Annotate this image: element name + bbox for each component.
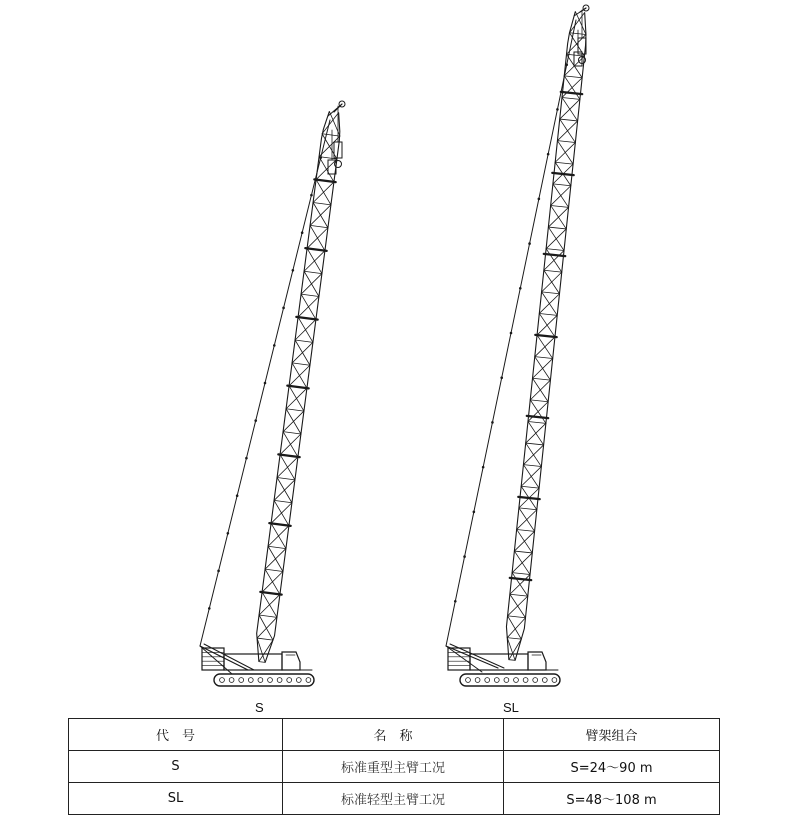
pendant-link bbox=[310, 194, 313, 197]
pendant-link bbox=[547, 153, 550, 156]
boom-lacing bbox=[286, 409, 301, 434]
boom-batten bbox=[526, 443, 544, 445]
boom-lacing bbox=[295, 340, 310, 365]
track-roller bbox=[494, 678, 499, 683]
pendant-link bbox=[319, 156, 322, 159]
boom-section-joint bbox=[518, 497, 539, 499]
boom-lacing bbox=[268, 546, 283, 571]
boom-lacing bbox=[310, 225, 325, 250]
pendant-link bbox=[282, 307, 285, 310]
track-roller bbox=[475, 678, 480, 683]
boom-batten bbox=[295, 340, 313, 342]
track-roller bbox=[306, 678, 311, 683]
cell-code: S bbox=[69, 751, 283, 783]
boom-lacing bbox=[313, 202, 328, 227]
pendant-link bbox=[528, 242, 531, 245]
boom-batten bbox=[535, 357, 553, 359]
boom-lacing bbox=[526, 443, 542, 466]
table-header-row bbox=[69, 719, 720, 751]
boom-lacing bbox=[546, 249, 562, 272]
boom-lacing bbox=[535, 357, 551, 380]
boom-batten bbox=[557, 141, 575, 143]
boom-batten bbox=[530, 400, 548, 402]
header-code: 代 号 bbox=[69, 719, 283, 751]
pendant-link bbox=[500, 376, 503, 379]
boom-batten bbox=[533, 378, 551, 380]
boom-batten bbox=[259, 615, 277, 617]
boom-lacing bbox=[512, 573, 528, 596]
boom-batten bbox=[553, 184, 571, 186]
boom-lacing bbox=[530, 400, 546, 423]
cell-boom-combo: S=24～90 m bbox=[504, 751, 720, 783]
boom-batten bbox=[313, 202, 331, 204]
boom-batten bbox=[546, 249, 564, 251]
track-roller bbox=[533, 678, 538, 683]
boom-batten bbox=[523, 465, 541, 467]
boom-batten bbox=[508, 616, 526, 618]
caption-s: S bbox=[255, 700, 264, 715]
boom-lacing bbox=[560, 119, 576, 142]
boom-batten bbox=[539, 313, 557, 315]
track-roller bbox=[287, 678, 292, 683]
boom-batten bbox=[301, 294, 319, 296]
boom-section-joint bbox=[510, 578, 531, 580]
boom-lacing bbox=[289, 386, 304, 411]
boom-section-joint bbox=[527, 416, 548, 418]
boom-lacing bbox=[307, 248, 322, 273]
table-row bbox=[69, 751, 720, 783]
boom-lacing bbox=[519, 508, 535, 531]
boom-batten bbox=[560, 119, 578, 121]
boom-lacing bbox=[259, 615, 273, 640]
boom-lacing bbox=[517, 529, 533, 552]
boom-lacing bbox=[562, 97, 578, 120]
boom-batten bbox=[510, 594, 528, 596]
boom-lacing bbox=[533, 378, 549, 401]
boom-batten bbox=[509, 660, 515, 661]
boom-lacing bbox=[298, 317, 313, 342]
track-roller bbox=[485, 678, 490, 683]
pendant-link bbox=[519, 287, 522, 290]
boom-batten bbox=[551, 205, 569, 207]
boom-batten bbox=[310, 225, 328, 227]
boom-batten bbox=[562, 97, 580, 99]
header-name: 名 称 bbox=[283, 719, 504, 751]
boom-lacing bbox=[539, 313, 555, 336]
cell-boom-combo: S=48～108 m bbox=[504, 783, 720, 815]
pendant-link bbox=[482, 466, 485, 469]
track-roller bbox=[514, 678, 519, 683]
boom-batten bbox=[259, 662, 265, 663]
cell-name: 标准重型主臂工况 bbox=[283, 751, 504, 783]
track-roller bbox=[258, 678, 263, 683]
boom-lacing bbox=[271, 523, 286, 548]
boom-lacing bbox=[548, 227, 564, 250]
boom-lacing bbox=[274, 500, 289, 525]
boom-batten bbox=[274, 500, 292, 502]
pendant-link bbox=[227, 532, 230, 535]
boom-section-joint bbox=[561, 92, 582, 94]
pendant-link bbox=[510, 332, 513, 335]
boom-batten bbox=[517, 529, 535, 531]
pendant-link bbox=[473, 511, 476, 514]
boom-lacing bbox=[277, 477, 292, 502]
boom-batten bbox=[519, 508, 537, 510]
boom-lacing bbox=[551, 205, 567, 228]
pendant-link bbox=[301, 231, 304, 234]
boom-lacing bbox=[280, 455, 295, 480]
track-roller bbox=[248, 678, 253, 683]
boom-batten bbox=[292, 363, 310, 365]
track-roller bbox=[523, 678, 528, 683]
pendant-link bbox=[556, 108, 559, 111]
pendant-link bbox=[264, 382, 267, 385]
cell-code: SL bbox=[69, 783, 283, 815]
boom-batten bbox=[521, 486, 539, 488]
pendant-link bbox=[491, 421, 494, 424]
boom-batten bbox=[542, 292, 560, 294]
track-roller bbox=[542, 678, 547, 683]
boom-batten bbox=[544, 270, 562, 272]
table-row bbox=[69, 783, 720, 815]
boom-lacing bbox=[542, 292, 558, 315]
boom-lacing bbox=[262, 592, 277, 617]
boom-batten bbox=[286, 409, 304, 411]
boom-batten bbox=[257, 638, 273, 640]
pendant-link bbox=[254, 419, 257, 422]
pendant-link bbox=[273, 344, 276, 347]
boom-lacing bbox=[523, 465, 539, 488]
boom-section-joint bbox=[552, 173, 573, 175]
pendant-link bbox=[236, 494, 239, 497]
cell-name: 标准轻型主臂工况 bbox=[283, 783, 504, 815]
boom-lacing bbox=[304, 271, 319, 296]
boom-batten bbox=[322, 134, 340, 136]
track-roller bbox=[239, 678, 244, 683]
boom-section-joint bbox=[544, 254, 565, 256]
boom-lacing bbox=[322, 113, 339, 134]
boom-batten bbox=[514, 551, 532, 553]
boom-lacing bbox=[265, 569, 280, 594]
boom-lacing bbox=[322, 134, 337, 159]
pendant-link bbox=[217, 570, 220, 573]
boom-lacing bbox=[564, 76, 580, 99]
boom-lacing bbox=[557, 141, 573, 164]
track-roller bbox=[296, 678, 301, 683]
boom-lacing bbox=[553, 184, 569, 207]
boom-batten bbox=[507, 638, 521, 639]
boom-lacing bbox=[292, 363, 307, 388]
pendant-link bbox=[538, 198, 541, 201]
pendant-link bbox=[208, 607, 211, 610]
boom-batten bbox=[277, 477, 295, 479]
boom-batten bbox=[283, 432, 301, 434]
boom-lacing bbox=[514, 551, 530, 574]
caption-sl: SL bbox=[503, 700, 519, 715]
crane-s-illustration bbox=[200, 101, 345, 686]
track-roller bbox=[552, 678, 557, 683]
track-roller bbox=[220, 678, 225, 683]
boom-lacing bbox=[257, 617, 277, 638]
boom-batten bbox=[265, 569, 283, 571]
pendant-link bbox=[292, 269, 295, 272]
boom-lacing bbox=[544, 270, 560, 293]
boom-batten bbox=[268, 546, 286, 548]
boom-lacing bbox=[537, 335, 553, 358]
track-roller bbox=[277, 678, 282, 683]
boom-batten bbox=[564, 76, 582, 78]
track-roller bbox=[504, 678, 509, 683]
boom-batten bbox=[555, 162, 573, 164]
track-roller bbox=[466, 678, 471, 683]
boom-lacing bbox=[301, 294, 316, 319]
header-boom-combo: 臂架组合 bbox=[504, 719, 720, 751]
boom-lacing bbox=[528, 421, 544, 444]
pendant-link bbox=[245, 457, 248, 460]
crane-sl-illustration bbox=[446, 5, 589, 686]
pendant-link bbox=[463, 555, 466, 558]
boom-batten bbox=[548, 227, 566, 229]
track-roller bbox=[268, 678, 273, 683]
boom-config-table bbox=[68, 718, 720, 815]
boom-batten bbox=[528, 421, 546, 423]
track-roller bbox=[229, 678, 234, 683]
boom-batten bbox=[512, 573, 530, 575]
pendant-link bbox=[565, 63, 568, 66]
boom-lacing bbox=[509, 639, 521, 660]
pendant-link bbox=[454, 600, 457, 603]
boom-lacing bbox=[510, 594, 526, 617]
boom-batten bbox=[304, 271, 322, 273]
boom-lacing bbox=[316, 180, 331, 205]
boom-lacing bbox=[283, 432, 298, 457]
